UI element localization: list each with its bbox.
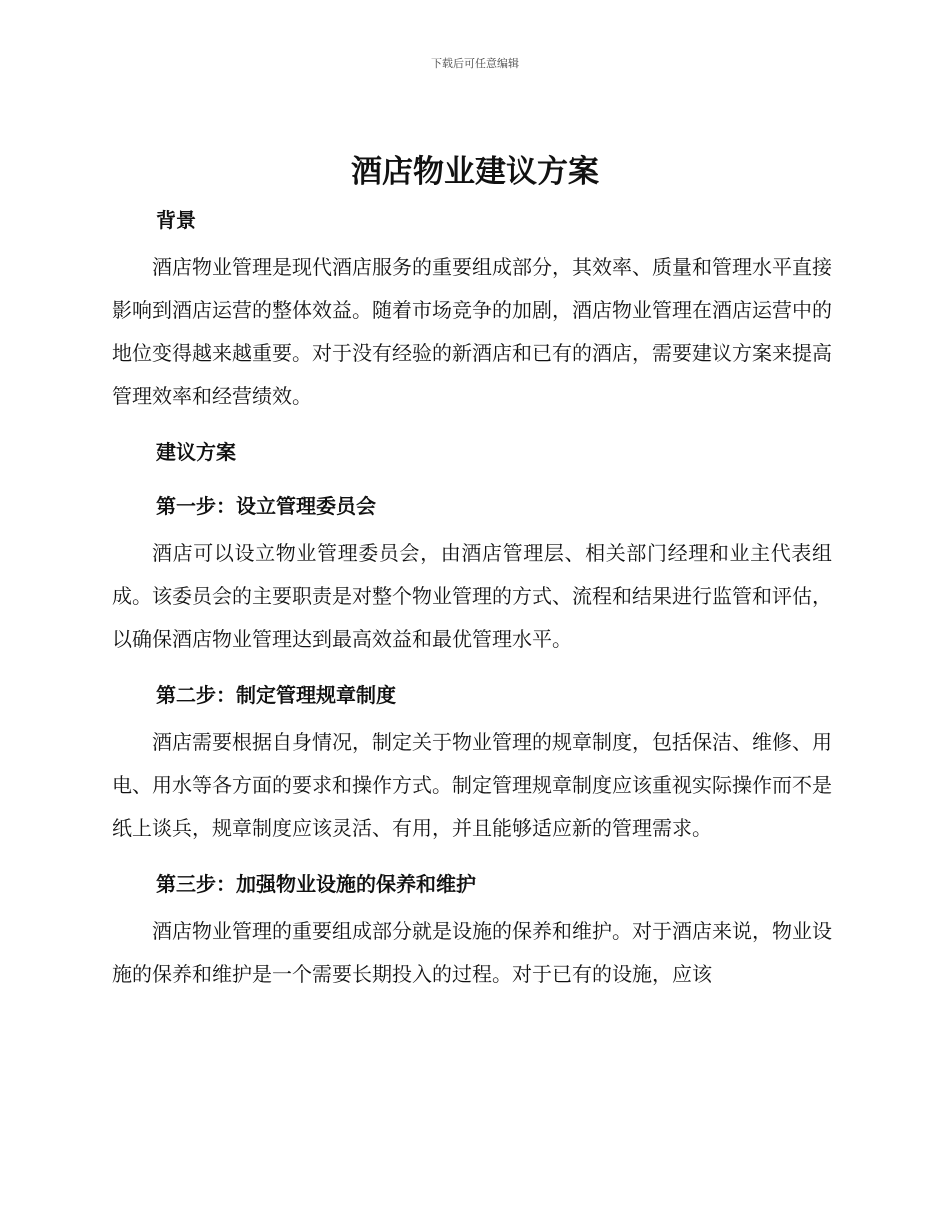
page-header: 下载后可任意编辑 [431, 57, 519, 70]
document-title: 酒店物业建议方案 [351, 154, 599, 190]
section-heading-background: 背景 [156, 208, 196, 232]
paragraph-background: 酒店物业管理是现代酒店服务的重要组成部分，其效率、质量和管理水平直接影响到酒店运营的整体效益。随着市场竞争的加剧，酒店物业管理在酒店运营中的地位变得越来越重要。对于没有经验的新酒店和已有的酒店，需要建议方案来提高管理效率和经营绩效。 [112, 255, 832, 408]
step3-heading: 第三步：加强物业设施的保养和维护 [156, 872, 476, 896]
paragraph-step3: 酒店物业管理的重要组成部分就是设施的保养和维护。对于酒店来说，物业设施的保养和维护是一个需要长期投入的过程。对于已有的设施，应该 [112, 919, 832, 986]
paragraph-step2: 酒店需要根据自身情况，制定关于物业管理的规章制度，包括保洁、维修、用电、用水等各方面的要求和操作方式。制定管理规章制度应该重视实际操作而不是纸上谈兵，规章制度应该灵活、有用，并且能够适应新的管理需求。 [112, 730, 832, 840]
paragraph-step1: 酒店可以设立物业管理委员会，由酒店管理层、相关部门经理和业主代表组成。该委员会的主要职责是对整个物业管理的方式、流程和结果进行监管和评估，以确保酒店物业管理达到最高效益和最优管理水平。 [112, 541, 832, 651]
document-body [112, 200, 832, 996]
step2-heading: 第二步：制定管理规章制度 [156, 683, 396, 707]
step1-heading: 第一步：设立管理委员会 [156, 494, 376, 518]
section-heading-proposal: 建议方案 [156, 440, 236, 464]
